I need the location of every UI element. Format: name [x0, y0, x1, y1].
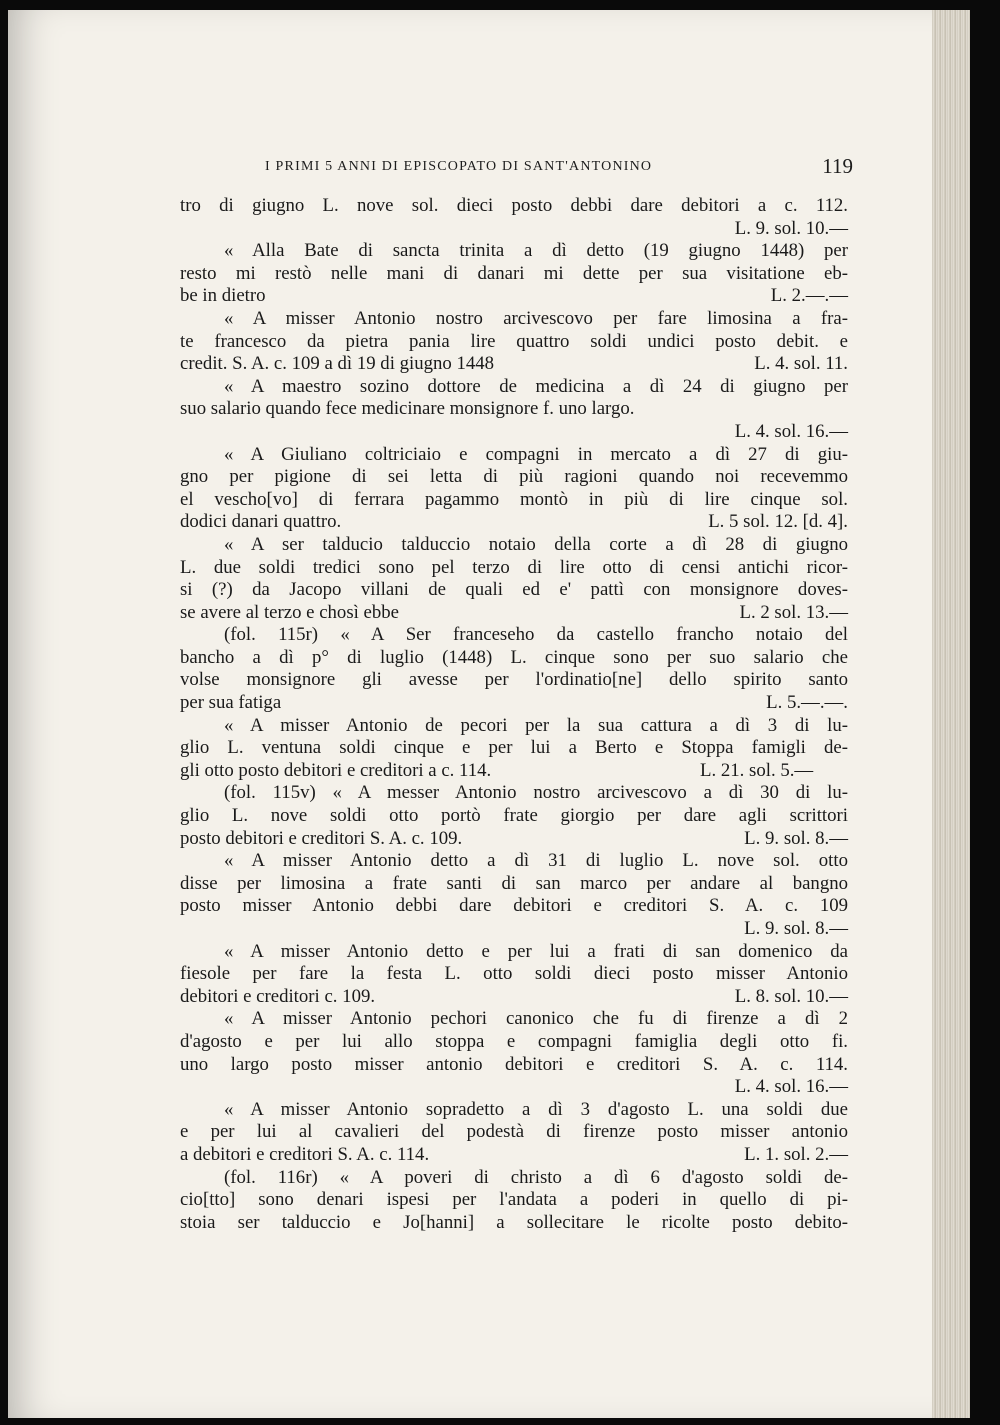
text-line: volse monsignore gli avesse per l'ordinatio[ne] dello spirito santo: [180, 669, 848, 691]
line-text: a debitori e creditori S. A. c. 114.: [180, 1143, 430, 1165]
text-line: si (?) da Jacopo villani de quali ed e' pattì con monsignore doves-: [180, 579, 848, 601]
entry-start-line: « A misser Antonio detto a dì 31 di luglio L. nove sol. otto: [224, 850, 848, 872]
text-line: L. due soldi tredici sono pel terzo di lire otto di censi antichi ricor-: [180, 556, 848, 578]
text-line: [180, 692, 848, 715]
entry-start-line: « A maestro sozino dottore de medicina a dì 24 di giugno per: [224, 375, 848, 397]
line-text: posto debitori e creditori S. A. c. 109.: [180, 827, 463, 849]
text-line: [180, 511, 848, 534]
text-line: [180, 1144, 848, 1167]
amount: L. 5 sol. 12. [d. 4].: [708, 511, 848, 533]
amount-line: L. 4. sol. 16.—: [734, 420, 848, 442]
text-line: fiesole per fare la festa L. otto soldi dieci posto misser Antonio: [180, 963, 848, 985]
amount-line: L. 4. sol. 16.—: [734, 1076, 848, 1098]
line-text: be in dietro: [180, 285, 266, 307]
entry-start-line: « A ser talducio talduccio notaio della corte a dì 28 di giugno: [224, 533, 848, 555]
line-text: credit. S. A. c. 109 a dì 19 di giugno 1448: [180, 353, 495, 375]
body-text: [180, 195, 848, 1234]
line-text: se avere al terzo e chosì ebbe: [180, 601, 399, 623]
amount: L. 8. sol. 10.—: [734, 985, 848, 1007]
text-line: suo salario quando fece medicinare monsignore f. uno largo.: [180, 398, 635, 420]
text-line: stoia ser talduccio e Jo[hanni] a sollecitare le ricolte posto debito-: [180, 1211, 848, 1233]
entry-start-line: (fol. 115r) « A Ser franceseho da castello francho notaio del: [224, 624, 848, 646]
amount: L. 4. sol. 11.: [754, 353, 848, 375]
text-line: el vescho[vo] di ferrara pagammo montò in più di lire cinque sol.: [180, 488, 848, 510]
text-line: [180, 760, 848, 783]
amount: L. 21. sol. 5.—: [700, 759, 814, 781]
entry-start-line: « A misser Antonio sopradetto a dì 3 d'agosto L. una soldi due: [224, 1098, 848, 1120]
page-edges: [932, 10, 970, 1418]
text-line: uno largo posto misser antonio debitori e creditori S. A. c. 114.: [180, 1053, 848, 1075]
entry-start-line: (fol. 115v) « A messer Antonio nostro arcivescovo a dì 30 di lu-: [224, 782, 848, 804]
text-line: cio[tto] sono denari ispesi per l'andata a poderi in quello di pi-: [180, 1189, 848, 1211]
text-line: [180, 602, 848, 625]
text-line: resto mi restò nelle mani di danari mi dette per sua visitatione eb-: [180, 262, 848, 284]
line-text: dodici danari quattro.: [180, 511, 342, 533]
page-number: 119: [822, 154, 853, 178]
entry-start-line: « A misser Antonio detto e per lui a frati di san domenico da: [224, 940, 848, 962]
text-line: bancho a dì p° di luglio (1448) L. cinque sono per suo salario che: [180, 646, 848, 668]
entry-start-line: « A misser Antonio nostro arcivescovo per fare limosina a fra-: [224, 307, 848, 329]
text-line: glio L. nove soldi otto portò frate giorgio per dare agli scrittori: [180, 805, 848, 827]
text-line: [180, 353, 848, 376]
text-line: gno per pigione di sei letta di più ragioni quando noi recevemmo: [180, 466, 848, 488]
entry-start-line: « Alla Bate di sancta trinita a dì detto (19 giugno 1448) per: [224, 240, 848, 262]
text-line: glio L. ventuna soldi cinque e per lui a Berto e Stoppa famigli de-: [180, 737, 848, 759]
line-text: debitori e creditori c. 109.: [180, 985, 376, 1007]
entry-start-line: « A Giuliano coltriciaio e compagni in mercato a dì 27 di giu-: [224, 443, 848, 465]
text-line: tro di giugno L. nove sol. dieci posto debbi dare debitori a c. 112.: [180, 195, 848, 216]
running-head: I PRIMI 5 ANNI DI EPISCOPATO DI SANT'ANTONINO: [265, 159, 653, 174]
amount: L. 2 sol. 13.—: [739, 601, 848, 623]
line-text: per sua fatiga: [180, 692, 282, 714]
amount-line: L. 9. sol. 8.—: [744, 918, 848, 939]
amount: L. 5.—.—.: [766, 692, 848, 714]
amount: L. 9. sol. 8.—: [744, 827, 848, 849]
amount: L. 2.—.—: [770, 285, 848, 307]
text-line: [180, 285, 848, 308]
text-line: disse per limosina a frate santi di san marco per andare al bangno: [180, 872, 848, 894]
text-line: posto misser Antonio debbi dare debitori e creditori S. A. c. 109: [180, 895, 848, 917]
entry-start-line: « A misser Antonio de pecori per la sua cattura a dì 3 di lu-: [224, 714, 848, 736]
page-header: [213, 156, 853, 184]
amount: L. 1. sol. 2.—: [744, 1143, 848, 1165]
text-line: [180, 986, 848, 1009]
entry-start-line: (fol. 116r) « A poveri di christo a dì 6 d'agosto soldi de-: [224, 1166, 848, 1188]
line-text: gli otto posto debitori e creditori a c. 114.: [180, 759, 492, 781]
book-page: [8, 10, 970, 1418]
text-line: e per lui al cavalieri del podestà di firenze posto misser antonio: [180, 1121, 848, 1143]
entry-start-line: « A misser Antonio pechori canonico che fu di firenze a dì 2: [224, 1008, 848, 1030]
text-line: d'agosto e per lui allo stoppa e compagni famiglia degli otto fi.: [180, 1030, 848, 1052]
text-line: [180, 828, 848, 851]
text-line: te francesco da pietra pania lire quattro soldi undici posto debit. e: [180, 330, 848, 352]
amount-line: L. 9. sol. 10.—: [734, 217, 848, 239]
